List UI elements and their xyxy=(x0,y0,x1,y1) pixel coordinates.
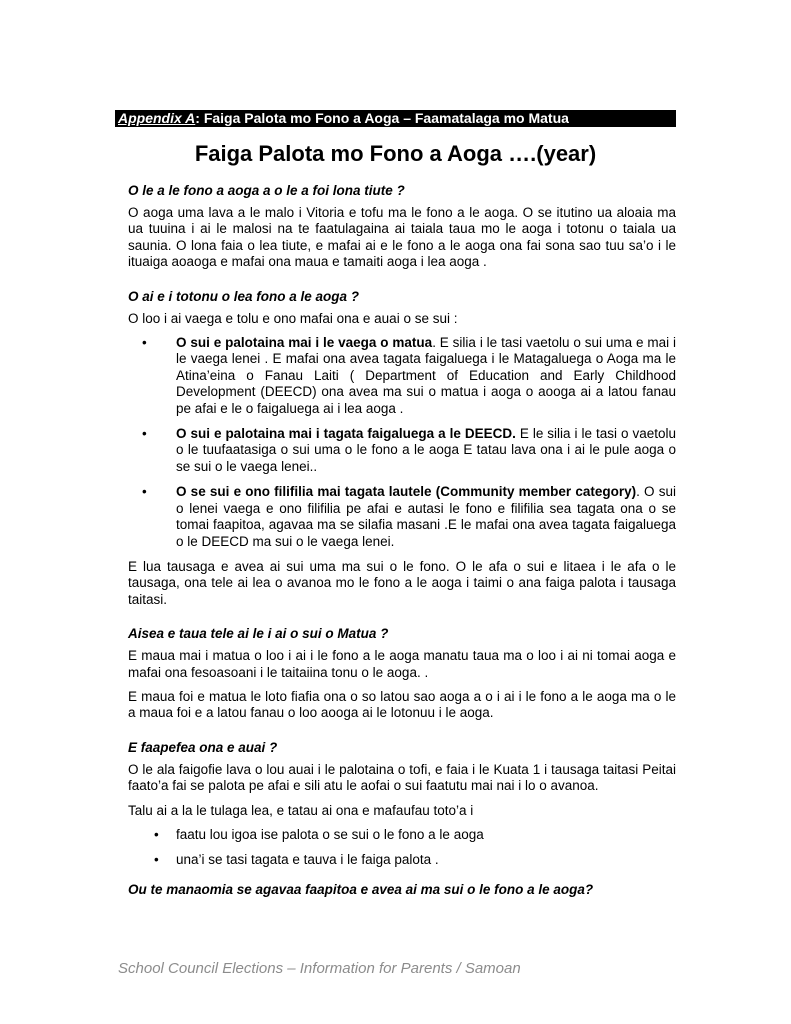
document-body xyxy=(128,183,676,904)
list-item xyxy=(128,335,676,417)
list-item xyxy=(128,426,676,475)
bullet-icon: • xyxy=(142,484,147,500)
member-category-list xyxy=(128,335,676,550)
section-question: Ou te manaomia se agavaa faapitoa e avea ai ma sui o le fono a le aoga? xyxy=(128,881,594,897)
participation-list xyxy=(128,827,676,869)
bullet-bold: O sui e palotaina mai i tagata faigaluega a le DEECD. xyxy=(176,426,516,442)
appendix-subtitle: : Faiga Palota mo Fono a Aoga – Faamatalaga mo Matua xyxy=(195,110,569,126)
section-question: O le a le fono a aoga a o le a foi lona tiute ? xyxy=(128,183,405,198)
bullet-text: E le silia i le tasi o vaetolu o le tuufaatasiga o sui uma o le fono a le aoga E tatau lava ona i ai le pule aoga o se sui o le vaega lenei.. xyxy=(176,426,676,474)
paragraph: Talu ai a la le tulaga lea, e tatau ai ona e mafaufau toto’a i xyxy=(128,802,474,818)
paragraph: E maua foi e matua le loto fiafia ona o so latou sao aoga a o i ai i le fono a le aoga ma o le a maua foi e a latou fanau o loo aooga ai le lotonuu i le aoga. xyxy=(128,688,676,721)
bullet-bold: O sui e palotaina mai i le vaega o matua xyxy=(176,335,433,351)
bullet-text: una’i se tasi tagata e tauva i le faiga palota . xyxy=(176,852,439,868)
bullet-icon: • xyxy=(154,852,159,868)
paragraph: O loo i ai vaega e tolu e ono mafai ona e auai o se sui : xyxy=(128,310,458,326)
list-item xyxy=(128,484,676,550)
page-footer: School Council Elections – Information for Parents / Samoan xyxy=(118,960,521,977)
paragraph: O le ala faigofie lava o lou auai i le palotaina o tofi, e faia i le Kuata 1 i tausaga taitasi Peitai faato’a fai se palota pe afai e sili atu le aofai o sui faatutu mai nai i lo o avanoa. xyxy=(128,761,676,794)
bullet-icon: • xyxy=(142,426,147,442)
paragraph: E maua mai i matua o loo i ai i le fono a le aoga manatu taua ma o loo i ai ni tomai aoga e mafai ona fesoasoani i le taitaiina tonu o le aoga. . xyxy=(128,648,676,680)
bullet-text: faatu lou igoa ise palota o se sui o le fono a le aoga xyxy=(176,826,484,842)
section-question: O ai e i totonu o lea fono a le aoga ? xyxy=(128,288,360,304)
paragraph: O aoga uma lava a le malo i Vitoria e tofu ma le fono a le aoga. O se itutino ua aloaia ma ua tuuina i ai le malosi na te faatulagaina ai taiala taua mo le aoga i totonu o taiala ua saunia. O lona faia o lea tiute, e mafai ai e le fono a le aoga ona fai sona sao tuu sa’o i le ituaiga aoaoga e mafai ona maua e tamaiti aoga i lea aoga . xyxy=(128,205,676,270)
list-item xyxy=(128,827,676,843)
bullet-icon: • xyxy=(142,335,147,351)
bullet-text: . O sui o lenei vaega e ono filifilia pe afai e autasi le fono e filifilia sea tagata ona o se tomai faapitoa, agavaa ma se silafia masani .E le mafai ona avea tagata faigaluega o le DEECD ma sui o le vaega lenei. xyxy=(176,484,676,549)
bullet-text: . E silia i le tasi vaetolu o sui uma e mai i le vaega lenei . E mafai ona avea tagata faigaluega i le Matagaluega o Aoga ma le Atina’eina o Fanau Laiti ( Department of Education and Early Childhood Development (DEECD) ona avea ma sui o matua i aoga o aooga ai a latou fanau pe afai e le o faigaluega ai i lea aoga . xyxy=(176,335,676,416)
list-item xyxy=(128,852,676,868)
appendix-label: Appendix A xyxy=(118,110,196,126)
section-question: Aisea e taua tele ai le i ai o sui o Matua ? xyxy=(128,626,389,642)
section-question: E faapefea ona e auai ? xyxy=(128,739,278,755)
bullet-bold: O se sui e ono filifilia mai tagata lautele (Community member category) xyxy=(176,484,637,500)
page-title: Faiga Palota mo Fono a Aoga ….(year) xyxy=(194,141,597,166)
paragraph: E lua tausaga e avea ai sui uma ma sui o le fono. O le afa o sui e litaea i le afa o le tausaga, ona tele ai lea o avanoa mo le fono a le aoga i taimi o ana faiga palota i tausaga taitasi. xyxy=(128,558,676,607)
bullet-icon: • xyxy=(154,826,159,842)
appendix-header-bar xyxy=(115,110,676,127)
